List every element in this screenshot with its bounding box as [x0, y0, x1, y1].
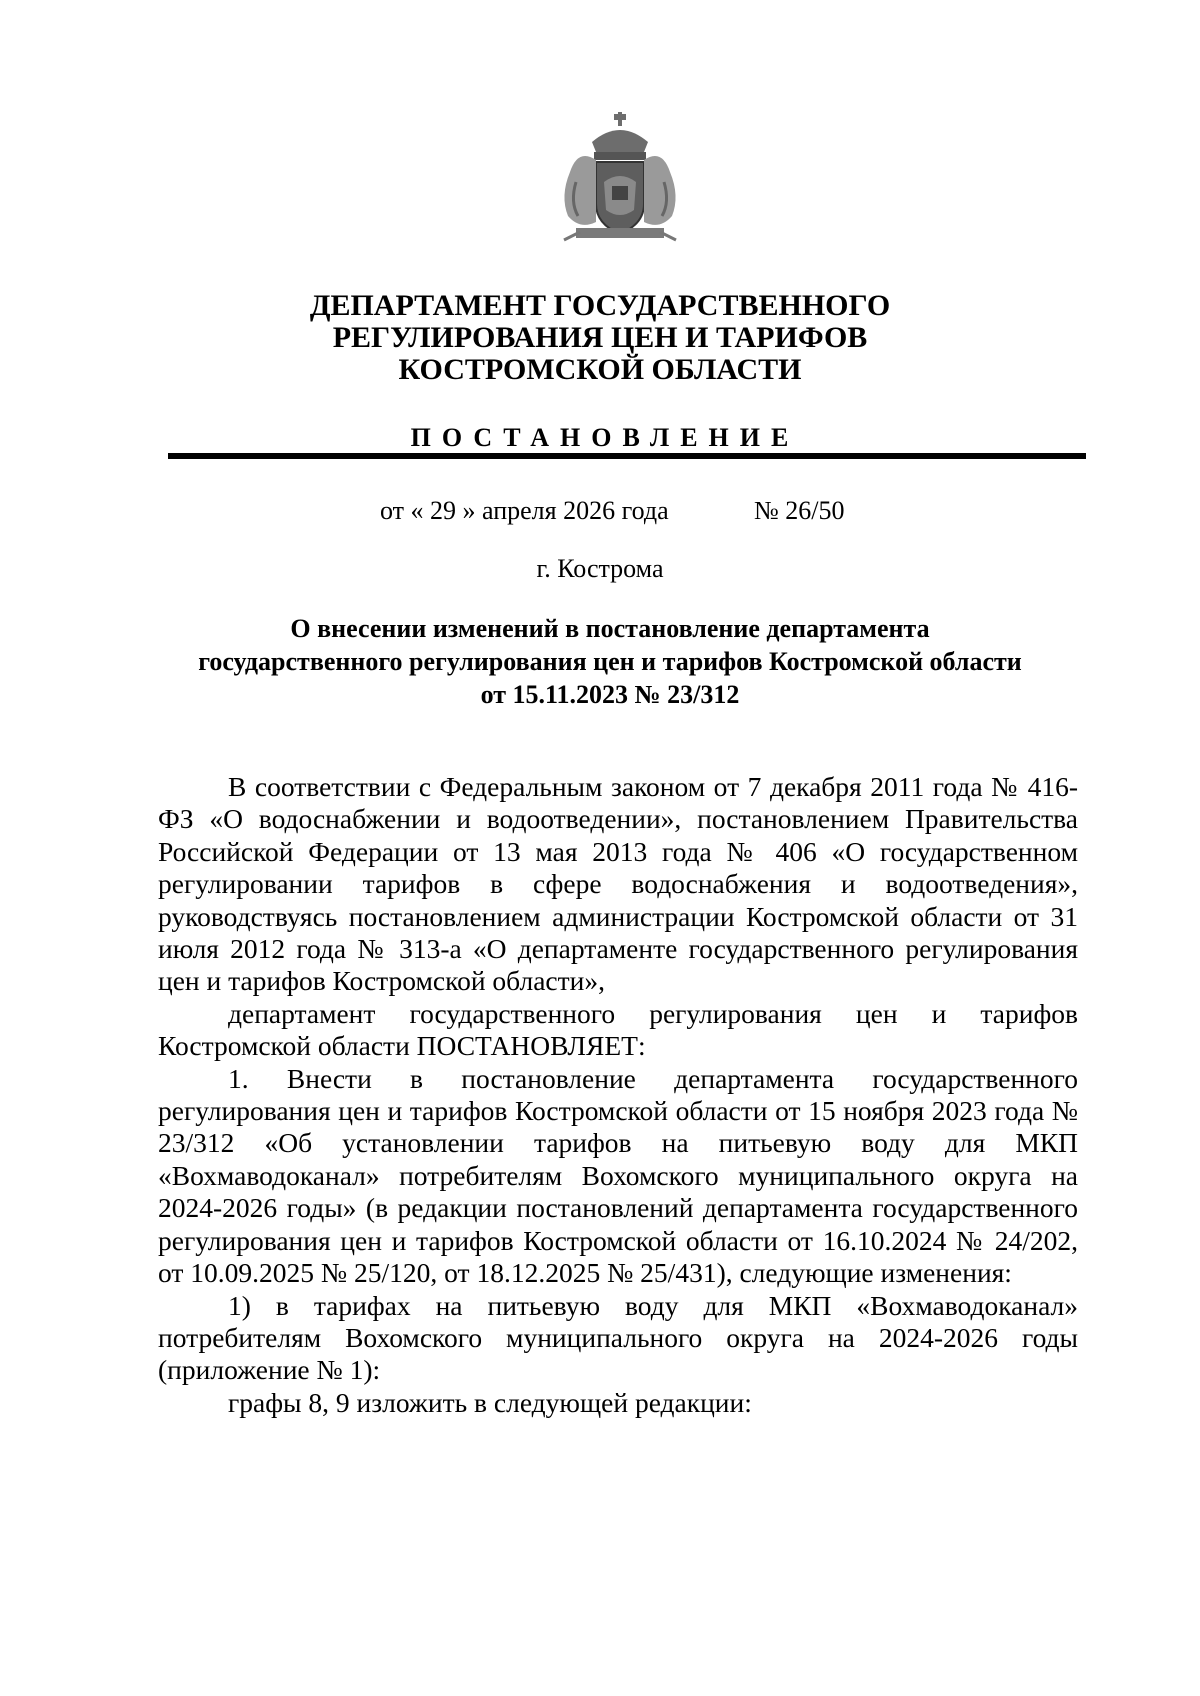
department-header-line-3: КОСТРОМСКОЙ ОБЛАСТИ [398, 353, 802, 386]
document-city: г. Кострома [536, 554, 664, 583]
body-paragraph-columns: графы 8, 9 изложить в следующей редакции: [228, 1386, 752, 1418]
document-number: № 26/50 [754, 496, 845, 525]
department-header-line-1: ДЕПАРТАМЕНТ ГОСУДАРСТВЕННОГО [309, 289, 891, 322]
document-body [158, 771, 1078, 1419]
body-paragraph-subitem-1: 1) в тарифах на питьевую воду для МКП «Вохмаводоканал» потребителям Вохомского муниципального округа на 2024-2026 годы (приложение № 1): [158, 1289, 1078, 1386]
document-date: от « 29 » апреля 2026 года [380, 496, 669, 525]
document-title-line-2: государственного регулирования цен и тарифов Костромской области [198, 647, 1022, 676]
body-paragraph-item-1: 1. Внести в постановление департамента государственного регулирования цен и тарифов Костромской области от 15 ноября 2023 года № 23/312 «Об установлении тарифов на питьевую воду для МКП «Вохмаводоканал» потребителям Вохомского муниципального округа на 2024-2026 годы» (в редакции постановлений департамента государственного регулирования цен и тарифов Костромской области от 16.10.2024 № 24/202, от 10.09.2025 № 25/120, от 18.12.2025 № 25/431), следующие изменения: [158, 1062, 1078, 1289]
header-divider [168, 453, 1086, 459]
document-title-line-3: от 15.11.2023 № 23/312 [480, 680, 740, 709]
body-paragraph-resolves: департамент государственного регулирования цен и тарифов Костромской области ПОСТАНОВЛЯЕТ: [158, 997, 1078, 1062]
department-header [0, 290, 1200, 386]
document-title-line-1: О внесении изменений в постановление департамента [290, 614, 930, 643]
coat-of-arms-icon [550, 112, 690, 244]
document-type: ПОСТАНОВЛЕНИЕ [410, 423, 800, 452]
body-paragraph-preamble: В соответствии с Федеральным законом от 7 декабря 2011 года № 416-ФЗ «О водоснабжении и водоотведении», постановлением Правительства Российской Федерации от 13 мая 2013 года № 406 «О государственном регулировании тарифов в сфере водоснабжения и водоотведения», руководствуясь постановлением администрации Костромской области от 31 июля 2012 года № 313-а «О департаменте государственного регулирования цен и тарифов Костромской области», [158, 771, 1078, 997]
department-header-line-2: РЕГУЛИРОВАНИЯ ЦЕН И ТАРИФОВ [332, 321, 868, 354]
document-title [150, 612, 1070, 711]
